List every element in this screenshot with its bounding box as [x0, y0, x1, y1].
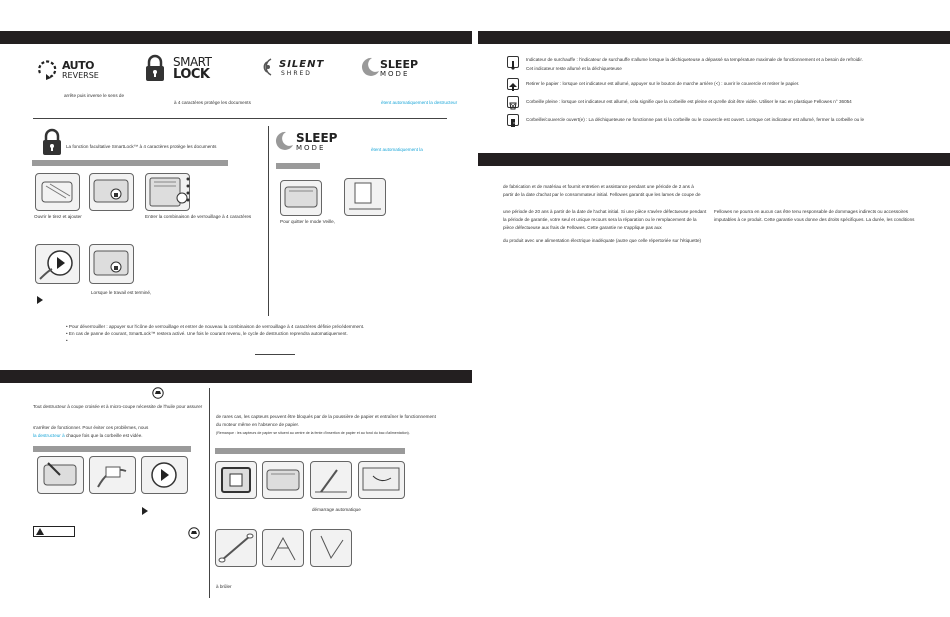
sleep-mode-line2: MODE	[380, 70, 410, 78]
smart-lock-line1: SMART	[173, 55, 212, 69]
bullet-1: • Pour déverrouiller : appuyer sur l'icône de verrouillage et entrer de nouveau la combinaison de verrouillage à 4 caractères définie précédemment.	[66, 324, 365, 329]
keypad-dots	[183, 176, 193, 206]
bin-full-icon	[508, 100, 518, 110]
silent-shred-line2: SHRED	[281, 70, 312, 77]
warranty-right-1: Fellowes ne pourra en aucun cas être tenu responsable de dommages indirects ou accessoires	[714, 209, 909, 214]
sleep-mode-logo	[360, 56, 432, 82]
oil-line3-rest: chaque fois que la corbeille est vidée.	[64, 433, 143, 438]
sleep-desc: ètent automatiquement la destructeur	[381, 100, 458, 105]
padlock-large-icon	[42, 128, 62, 156]
left-header-bar-top	[0, 31, 472, 44]
indicator-remove-paper	[507, 78, 519, 90]
silent-shred-logo	[257, 56, 329, 82]
indicator-2-text: Retirer le papier : lorsque cet indicateur est allumé, appuyer sur le bouton de marche arrière (<) : ouvrir le couvercle et retirer le papier.	[526, 81, 800, 86]
sensor-step-2-illustration	[262, 461, 304, 499]
left-header-bar-bottom	[0, 370, 472, 383]
door-open-icon	[508, 118, 518, 128]
sound-waves-icon	[257, 56, 277, 78]
sensor-step-4-illustration	[358, 461, 405, 499]
remove-paper-icon	[508, 82, 518, 92]
short-divider	[255, 354, 295, 355]
step-caption-code: Entrer la combinaison de verrouillage à 4 caractères	[145, 214, 252, 219]
indicator-bin-full	[507, 96, 519, 108]
warranty-left-2: partir de la date d'achat par le consommateur initial. Fellowes garantit que les lames de coupe de	[503, 192, 701, 197]
play-triangle-icon-2	[142, 507, 148, 515]
clean-sensor-2-illustration	[310, 529, 352, 567]
step-caption-finished: Lorsque le travail est terminé,	[91, 290, 152, 295]
warranty-left-1: de fabrication et de matériau et fournit entretien et assistance pendant une période de 2 ans à	[503, 184, 694, 189]
oil-step-1-illustration	[37, 456, 84, 494]
indicator-3-text: Corbeille pleine : lorsque cet indicateur est allumé, cela signifie que la corbeille est pleine et qu'elle doit être vidée. Utiliser le sac en plastique Fellowes n° 36054	[526, 99, 852, 104]
smartlock-intro: La fonction facultative SmartLock™ à 4 caractères protège les documents	[66, 144, 217, 149]
padlock-icon	[145, 54, 165, 82]
sensor-note: (Remarque : les capteurs de papier se situent au centre de la fente d'insertion de papier et au fond du bac d'alimentation).	[216, 431, 410, 435]
circular-arrow-icon	[36, 59, 60, 81]
step-press-start-illustration	[35, 244, 80, 284]
column-divider	[268, 126, 269, 316]
sleep-mode-2-line2: MODE	[296, 144, 326, 152]
bullet-3: •	[66, 338, 68, 343]
indicator-1-text: Indicateur de surchauffe : l'indicateur de surchauffe s'allume lorsque la déchiqueteuse a dépassé sa température maximale de fonctionnement et a besoin de refroidir.	[526, 57, 863, 62]
oil-bottle-icon	[152, 387, 164, 399]
oil-line3	[33, 433, 143, 439]
oil-line3-blue: la destructeur à	[33, 433, 65, 438]
bullet-2: • En cas de panne de courant, SmartLock™ restera activé. Une fois le courant revenu, le cycle de destruction reprendra automatiquement.	[66, 331, 348, 336]
indicator-4-text: Corbeille/couvercle ouvert(e) : La déchiqueteuse ne fonctionne pas si la corbeille ou le couvercle est ouvert. Lorsque cet indicateur est allumé, fermer la corbeille ou le	[526, 117, 865, 122]
warranty-left-6: pièce défectueuse aux frais de Fellowes. Cette garantie ne s'applique pas aux	[503, 225, 662, 230]
warning-label	[33, 526, 75, 537]
burn-caption: à brûler	[216, 584, 232, 589]
sensor-step-3-illustration	[310, 461, 352, 499]
sensor-step-switch-illustration	[215, 461, 257, 499]
sensor-line2: du moteur même en l'absence de papier.	[216, 422, 300, 427]
auto-reverse-desc: arrête puis inverse le sens de	[64, 93, 125, 98]
bottom-column-divider	[209, 388, 210, 598]
auto-reverse-line1: AUTO	[62, 59, 94, 72]
sensor-line1: de rares cas, les capteurs peuvent être bloqués par de la poussière de papier et entraîner le fonctionnement	[216, 414, 436, 419]
sleep-mode-logo-2	[274, 130, 346, 156]
warning-triangle-icon	[36, 528, 44, 535]
indicator-door-open	[507, 114, 519, 126]
smartlock-steps-tab	[32, 160, 228, 166]
warranty-left-8: du produit avec une alimentation électrique inadéquate (autre que celle répertoriée sur l'étiquette)	[503, 238, 702, 243]
silent-shred-line1: SILENT	[279, 59, 325, 70]
warranty-left-4: une période de 20 ans à partir de la date de l'achat initial. Si une pièce s'avère défectueuse pendant	[503, 209, 707, 214]
section-divider	[33, 118, 447, 119]
sleep-paper-illustration	[344, 178, 386, 216]
moon-icon	[274, 130, 294, 152]
right-header-bar-top	[478, 31, 950, 44]
sleep-mode-2-line1: SLEEP	[296, 131, 338, 145]
indicator-1-text2: Cet indicateur reste allumé et la déchiqueteuse	[526, 66, 622, 71]
auto-reverse-line2: REVERSE	[62, 71, 99, 80]
play-triangle-icon	[37, 296, 43, 304]
smart-lock-line2: LOCK	[173, 67, 210, 82]
auto-start-caption: démarrage automatique	[312, 507, 361, 512]
oil-line2: s'arrêter de fonctionner. Pour éviter ces problèmes, nous	[33, 425, 149, 430]
oil-steps-tab	[33, 446, 191, 452]
sleep-section-desc: ètent automatiquement la	[371, 147, 423, 152]
oil-step-3-illustration	[141, 456, 188, 494]
sensor-steps-tab	[215, 448, 405, 454]
sleep-wake-illustration	[280, 180, 322, 216]
moon-icon	[360, 56, 380, 78]
cotton-swab-illustration	[215, 529, 257, 567]
auto-reverse-logo	[36, 57, 106, 85]
sleep-caption: Pour quitter le mode Veille,	[280, 219, 335, 224]
no-oil-icon	[188, 527, 200, 539]
clean-sensor-illustration	[262, 529, 304, 567]
smart-lock-logo	[145, 54, 225, 86]
warranty-right-2: imputables à ce produit. Cette garantie vous donne des droits spécifiques. La durée, les conditions	[714, 217, 915, 222]
thermometer-icon	[508, 60, 518, 70]
right-header-bar-warranty	[478, 153, 950, 166]
oil-intro: Tout destructeur à coupe croisée et à micro-coupe nécessite de l'huile pour assurer	[33, 404, 203, 409]
smartlock-desc: à 4 caractères protège les documents	[174, 100, 251, 105]
sleep-steps-tab	[276, 163, 320, 169]
sleep-mode-line1: SLEEP	[380, 58, 419, 71]
step-finished-illustration	[89, 244, 134, 284]
oil-step-2-illustration	[89, 456, 136, 494]
step-open-drawer-illustration	[35, 173, 80, 211]
step-caption-open: Ouvrir le tirez et ajouter	[34, 214, 82, 219]
indicator-thermometer	[507, 56, 519, 68]
step-lock-button-illustration	[89, 173, 134, 211]
warranty-left-5: la période de garantie, votre seul et unique recours sera la réparation ou le remplacement de la	[503, 217, 697, 222]
